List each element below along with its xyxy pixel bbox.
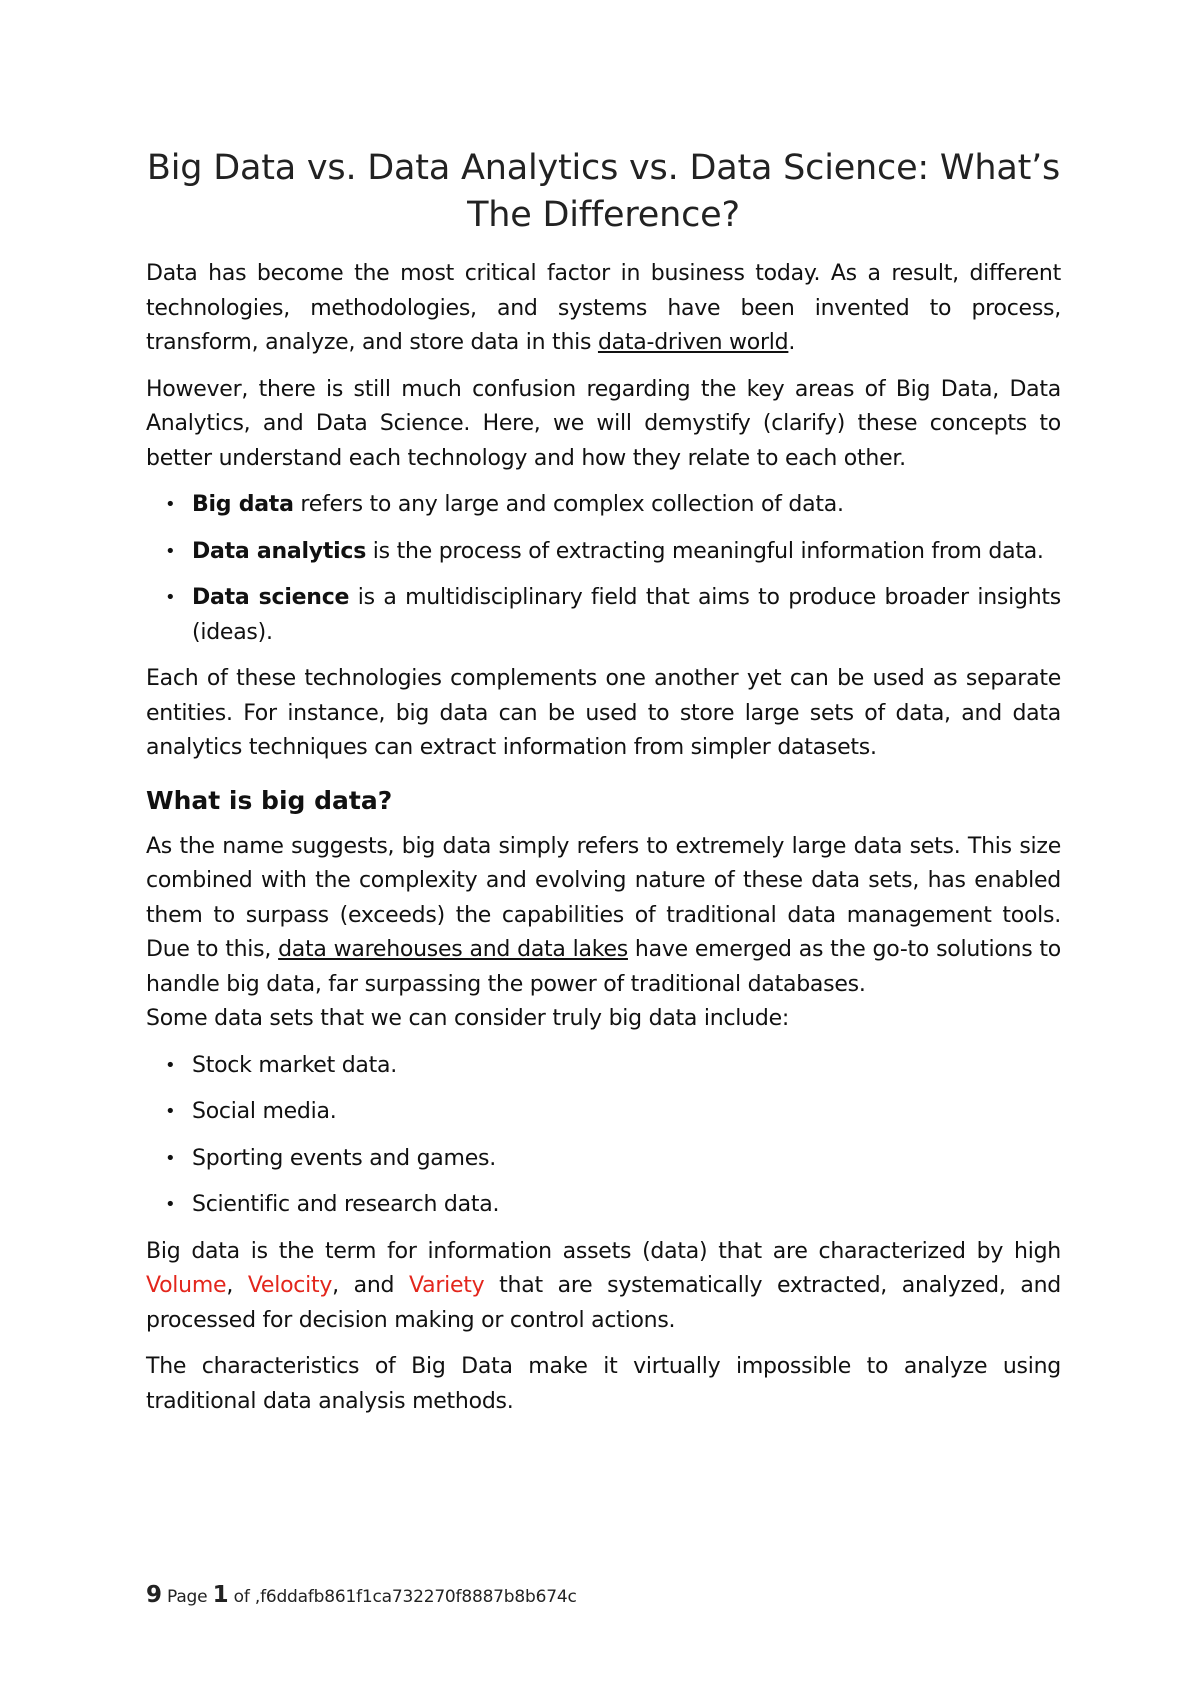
list-item xyxy=(165,488,1061,523)
big-data-paragraph-1 xyxy=(146,830,1061,1003)
definition-term: Data analytics xyxy=(192,538,367,564)
definition-term: Big data xyxy=(192,492,294,517)
list-item xyxy=(165,1049,1061,1084)
big-data-paragraph-2: Some data sets that we can consider truly big data include: xyxy=(146,1006,790,1031)
vvv-paragraph xyxy=(146,1235,1061,1339)
definition-desc: refers to any large and complex collection of data. xyxy=(293,492,844,517)
complement-paragraph: Each of these technologies complements one another yet can be used as separate entities. For instance, big data can be used to store large sets of data, and data analytics techniques can extract information from simpler datasets. xyxy=(146,666,1061,760)
intro-end: . xyxy=(788,330,796,355)
footer-page-word: Page xyxy=(167,1587,208,1607)
data-warehouses-link[interactable]: data warehouses and data lakes xyxy=(278,937,628,962)
intro-paragraph-1 xyxy=(146,257,1061,361)
definition-desc: is the process of extracting meaningful information from data. xyxy=(366,538,1044,564)
bullet-icon: • xyxy=(165,1101,176,1122)
list-item xyxy=(165,1188,1061,1223)
list-item xyxy=(165,1095,1061,1130)
intro-text: Data has become the most critical factor in business today. As a result, different technologies, methodologies, and systems have been invented to process, transform, analyze, and store data in this xyxy=(146,261,1061,355)
closing-paragraph: The characteristics of Big Data make it virtually impossible to analyze using traditional data analysis methods. xyxy=(146,1354,1061,1414)
vvv-post: that are systematically extracted, analyzed, and processed for decision making or control actions. xyxy=(146,1273,1061,1333)
list-item xyxy=(165,535,1061,570)
definition-desc: is a multidisciplinary field that aims to produce broader insights (ideas). xyxy=(192,585,1061,645)
footer-doc-id: ,f6ddafb861f1ca732270f8887b8b674c xyxy=(254,1587,577,1607)
document-page xyxy=(146,145,1061,1431)
vvv-sep-1: , xyxy=(226,1273,248,1298)
section-heading: What is big data? xyxy=(146,785,393,815)
intro-paragraph-2: However, there is still much confusion regarding the key areas of Big Data, Data Analytics, and Data Science. Here, we will demystify (clarify) these concepts to better understand each technology and how they relate to each other. xyxy=(146,376,1061,471)
list-item xyxy=(165,1142,1061,1177)
section-text-end: have emerged as the go-to solutions to handle big data, far surpassing the power of traditional databases. xyxy=(146,937,1061,997)
data-driven-world-link[interactable]: data-driven world xyxy=(597,330,789,355)
velocity-term: Velocity xyxy=(247,1273,333,1298)
examples-list xyxy=(146,1049,1061,1223)
bullet-icon: • xyxy=(165,587,176,608)
variety-term: Variety xyxy=(409,1273,485,1298)
bullet-icon: • xyxy=(165,1147,176,1169)
bullet-icon: • xyxy=(165,494,176,515)
footer-current-page: 1 xyxy=(212,1582,229,1608)
example-text: Stock market data. xyxy=(192,1052,397,1078)
bullet-icon: • xyxy=(165,1194,176,1215)
document-title: Big Data vs. Data Analytics vs. Data Science: What’s The Difference? xyxy=(146,148,1061,235)
footer-total: 9 xyxy=(146,1582,162,1608)
section-text: As the name suggests, big data simply refers to extremely large data sets. This size combined with the complexity and evolving nature of these data sets, has enabled them to surpass (exceeds) the capabilities of traditional data management tools. Due to this, xyxy=(146,833,1061,962)
volume-term: Volume xyxy=(146,1273,227,1298)
bullet-icon: • xyxy=(165,1054,176,1076)
example-text: Social media. xyxy=(192,1099,337,1124)
bullet-icon: • xyxy=(165,540,176,562)
example-text: Sporting events and games. xyxy=(192,1145,496,1171)
vvv-pre: Big data is the term for information assets (data) that are characterized by high xyxy=(146,1238,1061,1264)
vvv-sep-2: , and xyxy=(332,1273,410,1298)
definition-term: Data science xyxy=(192,585,350,610)
list-item xyxy=(165,581,1061,650)
example-text: Scientific and research data. xyxy=(192,1192,500,1217)
footer-of-word: of xyxy=(233,1587,250,1607)
page-footer xyxy=(146,1582,577,1608)
definitions-list xyxy=(146,488,1061,650)
